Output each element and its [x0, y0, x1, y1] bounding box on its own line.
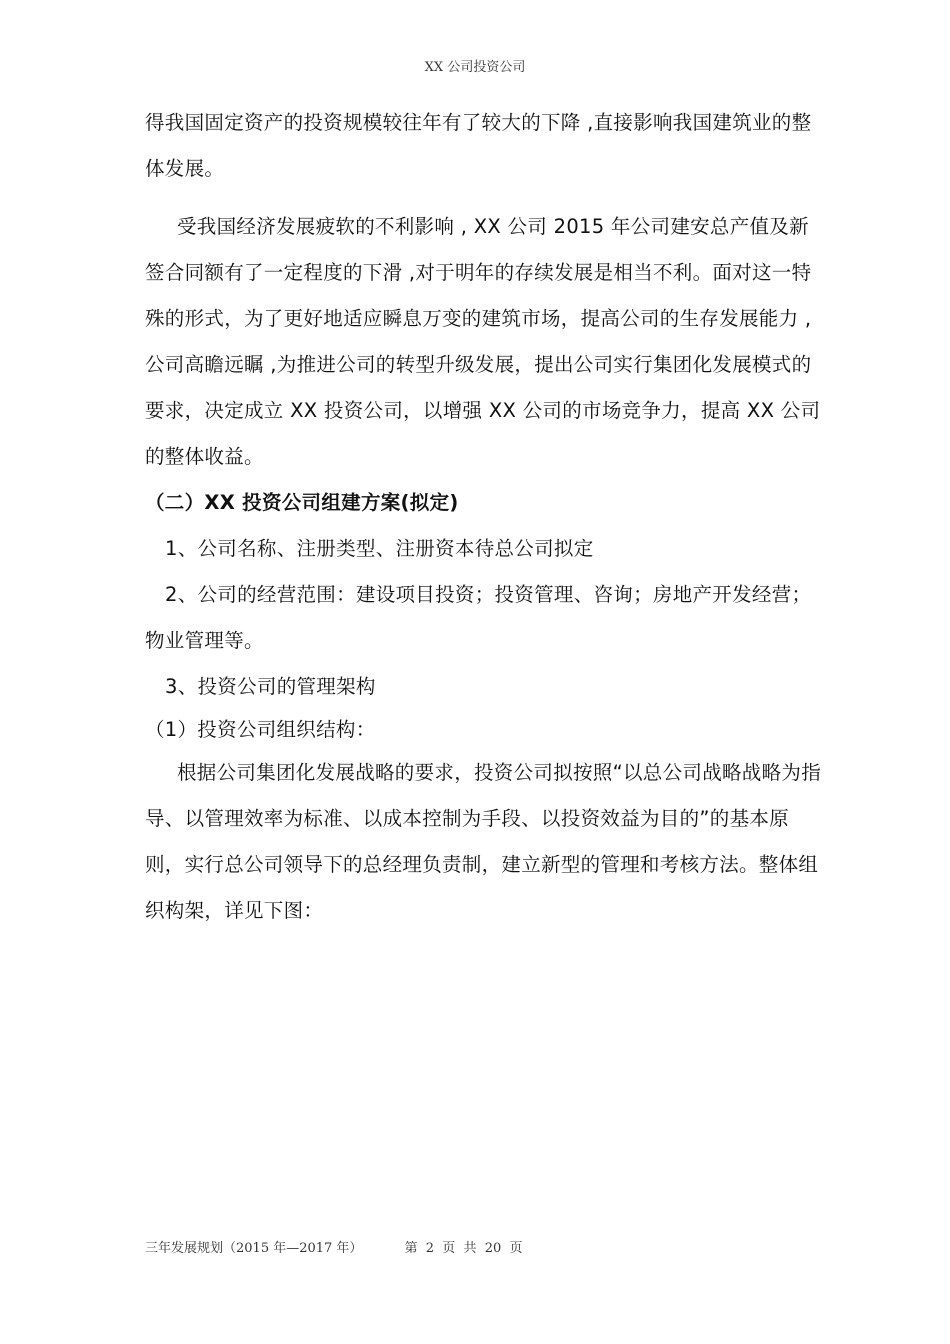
paragraph-organization: 根据公司集团化发展战略的要求，投资公司拟按照“以总公司战略战略为指导、以管理效率为标准、以成本控制为手段、以投资效益为目的”的基本原则，实行总公司领导下的总经理负责制，建立新型的管理和考核方法。整体组织构架，详见下图：: [145, 761, 822, 922]
paragraph-background: 受我国经济发展疲软的不利影响 , XX 公司 2015 年公司建安总产值及新签合同额有了一定程度的下滑 ,对于明年的存续发展是相当不利。面对这一特殊的形式，为了更好地适应瞬息万变的建筑市场，提高公司的生存发展能力 ,公司高瞻远瞩 ,为推进公司的转型升级发展，提出公司实行集团化发展模式的要求，决定成立 XX 投资公司，以增强 XX 公司的市场竞争力，提高 XX 公司的整体收益。: [145, 215, 821, 468]
section-heading: （二）XX 投资公司组建方案(拟定): [145, 491, 459, 514]
footer-page-number: 第 2 页 共 20 页: [404, 1241, 523, 1256]
paragraph-continuation: 得我国固定资产的投资规模较往年有了较大的下降 ,直接影响我国建筑业的整体发展。: [145, 111, 812, 180]
list-item-company-name: 1、公司名称、注册类型、注册资本待总公司拟定: [165, 537, 594, 560]
list-item-management-structure: 3、投资公司的管理架构: [165, 675, 376, 698]
document-body: [145, 100, 825, 934]
subsection-heading: （1）投资公司组织结构：: [145, 718, 376, 741]
page-footer: [145, 1237, 523, 1256]
page-header: XX 公司投资公司: [424, 60, 526, 75]
footer-doc-title: 三年发展规划（2015 年—2017 年）: [145, 1241, 363, 1256]
list-item-business-scope: 2、公司的经营范围：建设项目投资；投资管理、咨询；房地产开发经营；物业管理等。: [145, 583, 812, 652]
